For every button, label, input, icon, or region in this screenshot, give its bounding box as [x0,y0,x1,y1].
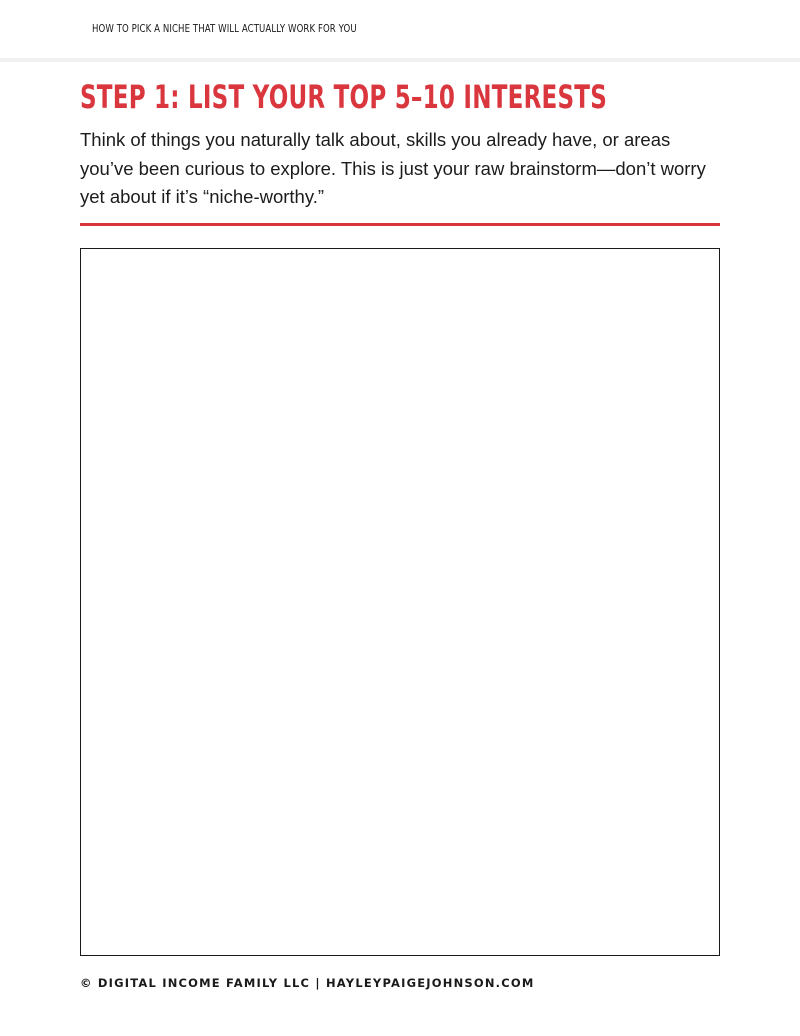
step-description: Think of things you naturally talk about, skills you already have, or areas you’ve been curious to explore. This is just your raw brainstorm—don’t worry yet about if it’s “niche-worthy.” [80,129,706,207]
step-title: STEP 1: LIST YOUR TOP 5–10 INTERESTS [80,78,608,116]
footer-copyright: © DIGITAL INCOME FAMILY LLC | HAYLEYPAIGEJOHNSON.COM [80,976,535,990]
section-divider [80,223,720,226]
header-title: HOW TO PICK A NICHE THAT WILL ACTUALLY WORK FOR YOU [92,22,357,35]
brainstorm-writing-box[interactable] [80,248,720,956]
page-header [0,0,800,62]
